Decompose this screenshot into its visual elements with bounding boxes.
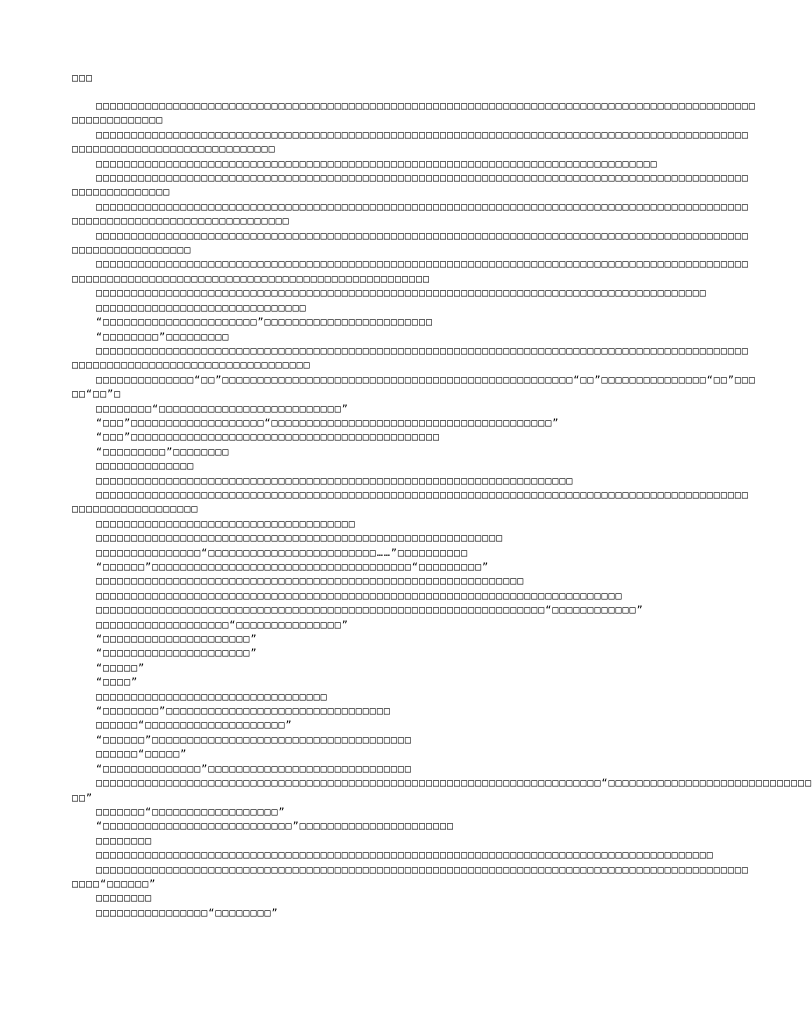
text-line: □□□□□□□□□□□□□□□□□□□“□□□□□□□□□□□□□□□” xyxy=(96,619,349,631)
document-heading: □□□ xyxy=(72,73,94,84)
text-line: □□□□□□□□□□□□□□□□□□□□□□□□□□□□□□□□□□□□□□□□□□□□□□□□□□□□□□□□□□□□□□□□□□□□ xyxy=(96,475,574,487)
text-line: □□□□“□□□□□□” xyxy=(72,878,157,890)
text-line: □□□□□□□□□□□□□□□□□□□□□□□□□□□□□□□□□□□□□□□□□□□□□□□□□□□□□□□□□□□□□□□□□□□□□□□□□□□□□□□□□□□□□□□□ xyxy=(96,850,714,862)
text-line: □□□□□□□□□□□□□ xyxy=(72,115,164,127)
text-line: □□□□□□□□□□□□□□□“□□□□□□□□□□□□□□□□□□□□□□□□……”□□□□□□□□□□ xyxy=(96,547,469,559)
text-line: □□□□□□□□□□□□□□□□“□□□□□□□□” xyxy=(96,907,279,919)
text-line: “□□□□□□”□□□□□□□□□□□□□□□□□□□□□□□□□□□□□□□□□□□□□ xyxy=(96,734,412,746)
text-line: “□□□□□” xyxy=(96,662,146,674)
text-line: □□□□□□□□ xyxy=(96,893,153,905)
text-line: “□□□□□□□□□□□□□□□□□□□□□□□□□□□”□□□□□□□□□□□□□□□□□□□□□□ xyxy=(96,821,455,833)
text-line: “□□□□□□□□□□□□□□□□□□□□□” xyxy=(96,634,258,646)
text-line: □□□□□□□□□□□□□□□□□□□□□□□□□□□□□□□□□□□□□□□□□□□□□□□□□□□□□□□□□□□□□□□□□□□□□□□□□□□ xyxy=(96,590,623,602)
text-line: □□□□□□□□□□□□□□□□□ xyxy=(72,245,192,257)
text-line: “□□□□” xyxy=(96,677,139,689)
text-line: □□□□□□□□□□□□□□□□□□□□□□□□□□□□□□□□□□□□□□□□□□□□□□□□□□□□□□□□□□□□□□□□“□□□□□□□□□□□□” xyxy=(96,605,644,617)
text-line: □□□□□□□□ xyxy=(96,835,153,847)
text-line: □□□□□□□□□□□□□□□□□□□□□□□□□□□□□□□□□ xyxy=(96,691,328,703)
text-line: □□□□□□□□□□□□□□□□□□□□□□□□□□□□□□□□□□□□□□□□□□□□□□□□□□□□□□□□□□□□□□□□□□□□□□□□□□□□□□□□□□□□□□□ xyxy=(96,288,707,300)
text-line: □□□□□□□□□□□□□□“□□”□□□□□□□□□□□□□□□□□□□□□□□□□□□□□□□□□□□□□□□□□□□□□□□□□□“□□”□□□□□□□□□□□□□□□“□□”□□□ xyxy=(96,374,756,386)
text-line: □□□□□□□□□□□□□□□□□□□□□□□□□□□□□□ xyxy=(96,302,307,314)
text-line: □□□□□□□□□□□□□□□□□□□□□□□□□□□□□□□□□□□□□□□□□□□□□□□□□□□□□□□□□□□□□□□□□□□□□□□□□□□□□□□□□□□□□□□□□□□□□ xyxy=(96,489,749,501)
text-line: □□□□□□□□□□□□□□□□□□ xyxy=(72,504,199,516)
text-line: □□□□□□□□□□□□□□□□□□□□□□□□□□□□□ xyxy=(72,144,276,156)
text-line: □□□□□□□□□□□□□□□□□□□□□□□□□□□□□□□ xyxy=(72,216,290,228)
text-line: □□□□□□“□□□□□” xyxy=(96,749,188,761)
text-line: “□□□□□□□□□□□□□□□□□□□□□□”□□□□□□□□□□□□□□□□□□□□□□□□ xyxy=(96,317,433,329)
text-line: “□□□□□□□□”□□□□□□□□□ xyxy=(96,331,230,343)
text-line: □□□□□□□□□□□□□□□□□□□□□□□□□□□□□□□□□□□□□□□□□□□□□□□□□□□□□□□□□□□□□□□□□□□□□□□□□□□□□□□□ xyxy=(96,158,658,170)
text-line: □□□□□□“□□□□□□□□□□□□□□□□□□□□” xyxy=(96,720,293,732)
text-line: “□□□□□□”□□□□□□□□□□□□□□□□□□□□□□□□□□□□□□□□□□□□□“□□□□□□□□□” xyxy=(96,562,490,573)
text-line: □□□□□□□□□□□□□□□□□□□□□□□□□□□□□□□□□□□□□□□□□□□□□□□□□□□ xyxy=(72,273,431,285)
text-line: □□□□□□□□□□□□□□ xyxy=(96,461,195,473)
text-line: □□□□□□□□□□□□□□□□□□□□□□□□□□□□□□□□□□□□□ xyxy=(96,518,356,530)
text-line: □□□□□□□□□□□□□□ xyxy=(72,187,171,199)
text-line: “□□□□□□□□□□□□□□□□□□□□□” xyxy=(96,648,258,660)
text-line: □□□□□□□□□□□□□□□□□□□□□□□□□□□□□□□□□□□□□□□□□□□□□□□□□□□□□□□□□□□□□□□□□□□□□□□□□□□□□□□□□□□□□□□□□□□□□ xyxy=(96,345,749,357)
text-line: □□□□□□□□“□□□□□□□□□□□□□□□□□□□□□□□□□□” xyxy=(96,403,349,415)
text-line: □□□□□□□□□□□□□□□□□□□□□□□□□□□□□□□□□□□□□□□□□□□□□□□□□□□□□□□□□□□□□□□□□□□□□□□□□□□□□□□□□□□□□□□□□□□□□ xyxy=(96,259,749,271)
text-line: □□□□□□□□□□□□□□□□□□□□□□□□□□□□□□□□□□ xyxy=(72,360,311,372)
text-line: “□□□□□□□□□”□□□□□□□□ xyxy=(96,446,230,458)
text-line: □□□□□□□□□□□□□□□□□□□□□□□□□□□□□□□□□□□□□□□□□□□□□□□□□□□□□□□□□□□□□□□□□□□□□□□□□□□□□□□□□□□□□□□□□□□□□ xyxy=(96,864,749,876)
text-line: □□“□□”□ xyxy=(72,389,122,401)
text-line: □□□□□□□□□□□□□□□□□□□□□□□□□□□□□□□□□□□□□□□□□□□□□□□□□□□□□□□□□□□□□□□□□□□□□□□□□□□□□□□□□□□□□□□□□□□□□ xyxy=(96,129,749,141)
text-line: □□□□□□□□□□□□□□□□□□□□□□□□□□□□□□□□□□□□□□□□□□□□□□□□□□□□□□□□□□□□□□□□□□□□□□□□□□□□□□□□□□□□□□□□□□□□□ xyxy=(96,230,749,242)
text-line: “□□□□□□□□”□□□□□□□□□□□□□□□□□□□□□□□□□□□□□□□□ xyxy=(96,706,391,718)
text-line: □□□□□□□□□□□□□□□□□□□□□□□□□□□□□□□□□□□□□□□□□□□□□□□□□□□□□□□□□□□□□□□□□□□□□□□□□□□□□□□□□□□□□□□□□□□□□ xyxy=(96,173,749,185)
text-line: “□□□”□□□□□□□□□□□□□□□□□□□□□□□□□□□□□□□□□□□□□□□□□□□□ xyxy=(96,432,441,444)
text-line: □□□□□□□□□□□□□□□□□□□□□□□□□□□□□□□□□□□□□□□□□□□□□□□□□□□□□□□□□□ xyxy=(96,533,504,545)
text-line: □□” xyxy=(72,792,94,804)
text-line: □□□□□□□□□□□□□□□□□□□□□□□□□□□□□□□□□□□□□□□□□□□□□□□□□□□□□□□□□□□□□□□□□□□□□□□□□□□□□□□□□□□□□□□□□□□□□□ xyxy=(96,101,756,112)
text-line: □□□□□□□□□□□□□□□□□□□□□□□□□□□□□□□□□□□□□□□□□□□□□□□□□□□□□□□□□□□□□ xyxy=(96,576,525,588)
text-line: □□□□□□□□□□□□□□□□□□□□□□□□□□□□□□□□□□□□□□□□□□□□□□□□□□□□□□□□□□□□□□□□□□□□□□□□“□□□□□□□□□□□□□□□□□□□□□□□□□□□□□ xyxy=(96,778,812,790)
text-line: “□□□□□□□□□□□□□□”□□□□□□□□□□□□□□□□□□□□□□□□□□□□□ xyxy=(96,763,412,775)
document-body xyxy=(72,100,812,921)
text-line: □□□□□□□“□□□□□□□□□□□□□□□□□□” xyxy=(96,806,286,818)
text-line: “□□□”□□□□□□□□□□□□□□□□□□□“□□□□□□□□□□□□□□□□□□□□□□□□□□□□□□□□□□□□□□□□” xyxy=(96,417,560,429)
text-line: □□□□□□□□□□□□□□□□□□□□□□□□□□□□□□□□□□□□□□□□□□□□□□□□□□□□□□□□□□□□□□□□□□□□□□□□□□□□□□□□□□□□□□□□□□□□□ xyxy=(96,201,749,213)
